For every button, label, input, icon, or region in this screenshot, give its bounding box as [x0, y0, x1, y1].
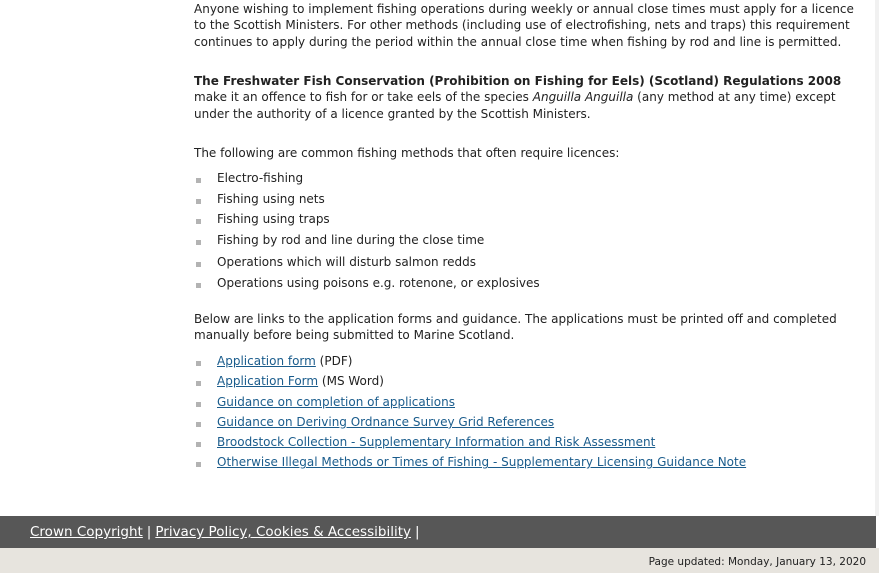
methods-intro: The following are common fishing methods that often require licences: [194, 146, 620, 160]
eels-text-2: (any method at any time) except under the authority of a licence granted by the Scottish Ministers. [194, 90, 836, 121]
list-item [194, 415, 746, 435]
crown-copyright-link[interactable]: Crown Copyright [30, 524, 143, 540]
list-item: Electro-fishing [194, 171, 540, 192]
broodstock-collection-link[interactable]: Broodstock Collection - Supplementary Information and Risk Assessment [217, 435, 656, 450]
list-item: Fishing using nets [194, 192, 540, 213]
footer-separator: | [146, 524, 152, 540]
illegal-methods-guidance-link[interactable]: Otherwise Illegal Methods or Times of Fishing - Supplementary Licensing Guidance Note [217, 455, 747, 470]
list-item: Fishing by rod and line during the close time [194, 233, 540, 256]
footer-bar [0, 516, 876, 548]
footer-separator: | [414, 524, 420, 540]
list-item: Fishing using traps [194, 212, 540, 233]
footer-links [30, 524, 424, 540]
link-suffix: (MS Word) [318, 374, 384, 389]
eels-regulation-title: The Freshwater Fish Conservation (Prohibition on Fishing for Eels) (Scotland) Regulations 2008 [194, 74, 842, 88]
application-form-pdf-link[interactable]: Application form [217, 354, 316, 368]
application-form-word-link[interactable]: Application Form [217, 374, 319, 389]
close-times-paragraph: Anyone wishing to implement fishing operations during weekly or annual close times must apply for a licence to the Scottish Ministers. For other methods (including use of electrofishing, nets and traps) this requirement continues to apply during the period within the annual close time when fishing by rod and line is permitted. [194, 2, 854, 49]
eels-text-1: make it an offence to fish for or take eels of the species [194, 90, 533, 105]
page-updated-text: Page updated: Monday, January 13, 2020 [648, 556, 866, 568]
completion-guidance-link[interactable]: Guidance on completion of applications [217, 394, 455, 409]
privacy-policy-link[interactable]: Privacy Policy, Cookies & Accessibility [155, 524, 411, 540]
list-item [194, 374, 746, 394]
list-item [194, 455, 746, 475]
eels-regulation-paragraph [194, 73, 866, 122]
scrollbar-edge [875, 0, 879, 516]
grid-references-guidance-link[interactable]: Guidance on Deriving Ordnance Survey Grid References [217, 414, 555, 429]
page-updated-bar [0, 548, 879, 573]
list-item: Operations which will disturb salmon redds [194, 255, 540, 276]
eels-species: Anguilla Anguilla [532, 90, 634, 105]
methods-list [194, 171, 540, 296]
link-suffix: (PDF) [315, 354, 353, 368]
list-item [194, 435, 746, 455]
list-item: Operations using poisons e.g. rotenone, or explosives [194, 276, 540, 297]
links-intro: Below are links to the application forms and guidance. The applications must be printed off and completed manually before being submitted to Marine Scotland. [194, 312, 837, 343]
application-links-list [194, 354, 746, 476]
list-item [194, 395, 746, 415]
list-item [194, 354, 746, 374]
